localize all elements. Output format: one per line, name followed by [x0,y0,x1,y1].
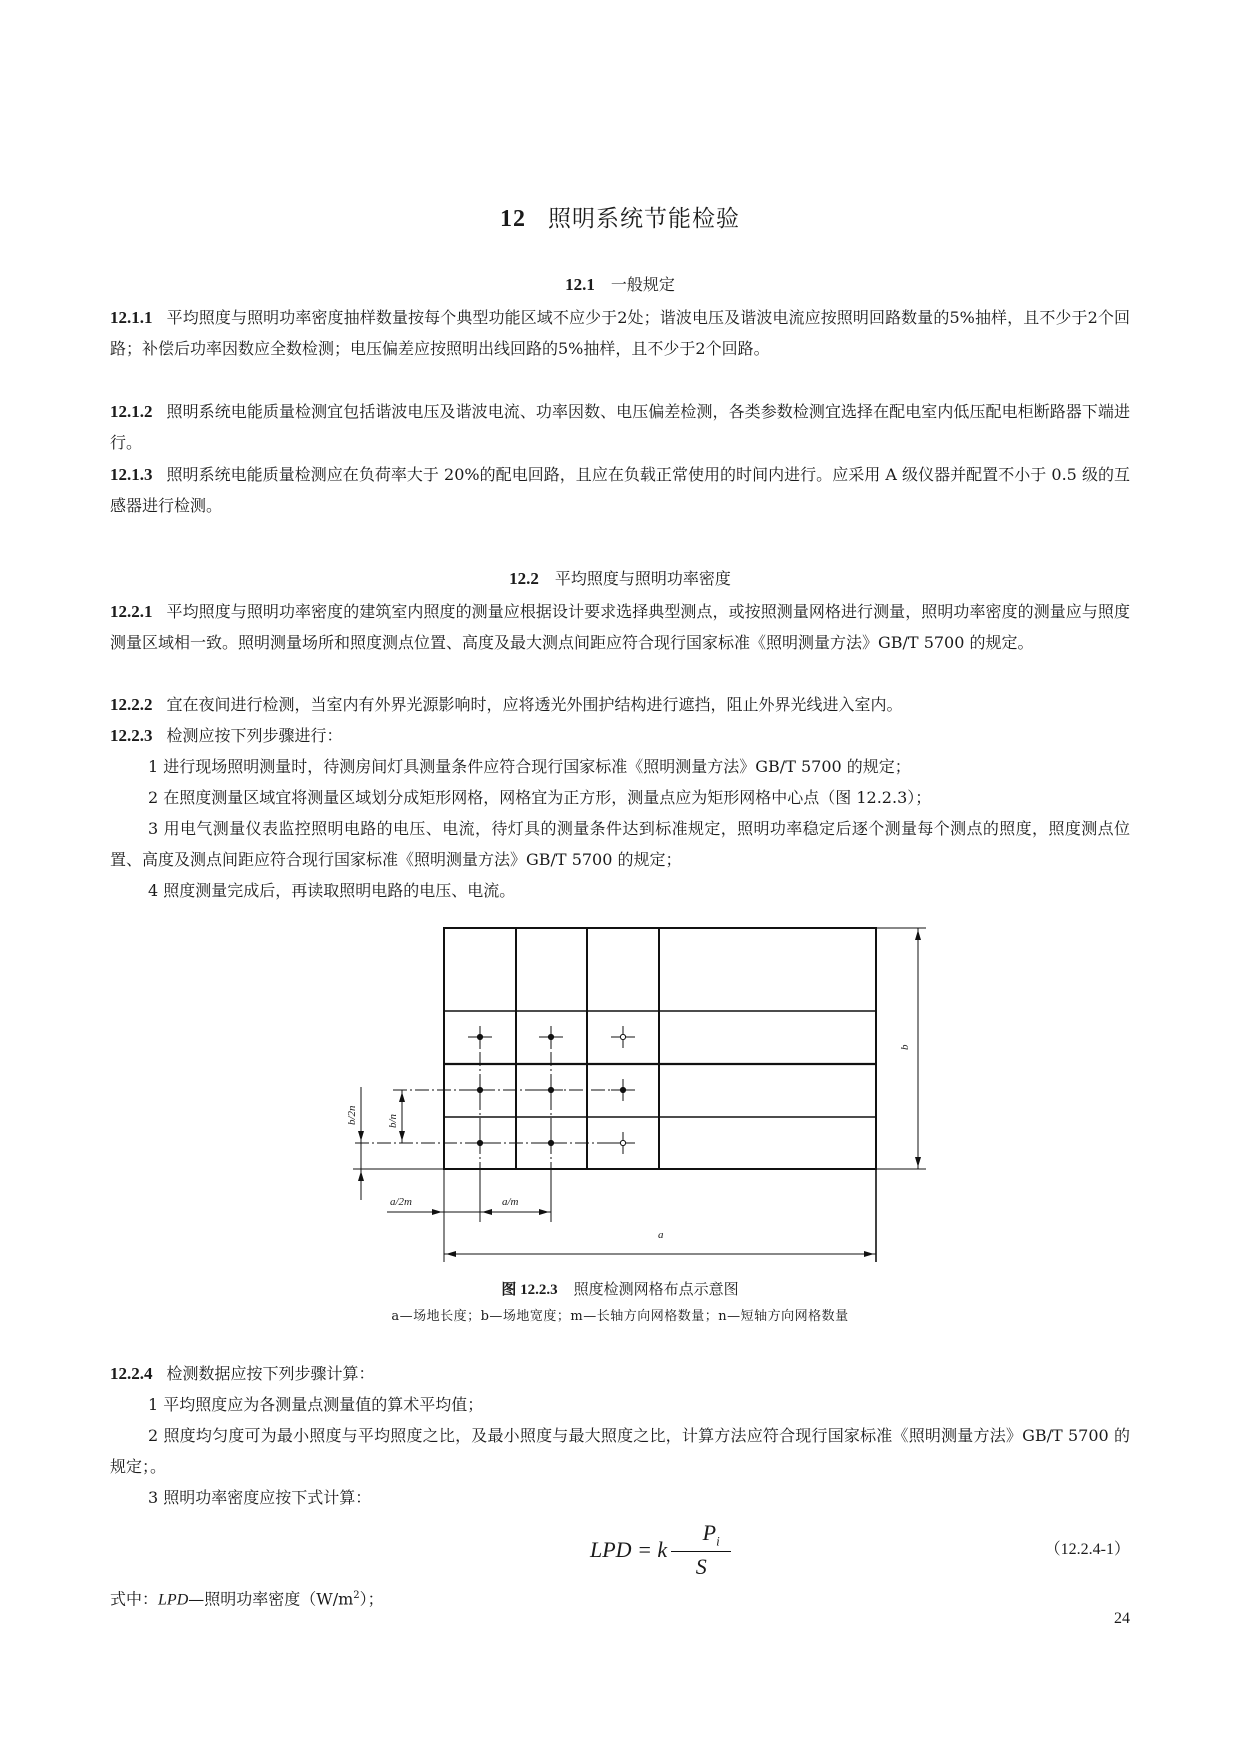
section-title [0,566,1240,589]
measurement-point [539,1026,563,1048]
figure-note: a—场地长度；b—场地宽度；m—长轴方向网格数量；n—短轴方向网格数量 [391,1309,849,1324]
measurement-point [468,1079,492,1101]
where-clause [110,1580,1130,1615]
figure-number: 图 12.2.3 [501,1282,558,1298]
section-number: 12.1 [565,275,595,294]
clause-number: 12.1.3 [110,465,153,484]
label-b-2n: b/2n [346,1105,358,1125]
measurement-point [611,1026,635,1048]
fraction [671,1520,731,1580]
label-b: b [899,1044,911,1050]
arrow-head [864,1251,874,1257]
arrow-head [358,1131,364,1141]
formula-number: （12.2.4-1） [1044,1541,1130,1558]
list-item: 1 平均照度应为各测量点测量值的算术平均值； [148,1395,484,1414]
clause [110,689,1130,720]
measurement-point [539,1079,563,1101]
figure-caption [0,1278,1240,1299]
formula-eq: = k [631,1537,668,1563]
arrow-head [432,1209,442,1215]
clause [110,596,1130,658]
list-item: 2 照度均匀度可为最小照度与平均照度之比，及最小照度与最大照度之比，计算方法应符合现行国家标准《照明测量方法》GB/T 5700 的规定；。 [110,1426,1130,1476]
list-item: 4 照度测量完成后，再读取照明电路的电压、电流。 [148,881,516,900]
clause [110,302,1130,364]
list-item: 1 进行现场照明测量时，待测房间灯具测量条件应符合现行国家标准《照明测量方法》GB/T 5700 的规定； [148,757,911,776]
clause-text: 检测数据应按下列步骤计算： [166,1364,375,1383]
where-prefix: 式中： [110,1589,159,1609]
label-a-2m: a/2m [390,1196,412,1208]
clause-text: 检测应按下列步骤进行： [166,726,343,745]
list-item: 3 用电气测量仪表监控照明电路的电压、电流，待灯具的测量条件达到标准规定，照明功率稳定后逐个测量每个测点的照度，照度测点位置、高度及测点间距应符合现行国家标准《照明测量方法》GB/T 5700 的规定； [110,819,1130,869]
label-a-m: a/m [502,1196,519,1208]
measurement-point [611,1132,635,1154]
figure-title: 照度检测网格布点示意图 [573,1280,739,1298]
clause [110,396,1130,458]
clause-text: 宜在夜间进行检测，当室内有外界光源影响时，应将透光外围护结构进行遮挡，阻止外界光线进入室内。 [166,695,903,714]
clause-number: 12.1.1 [110,308,153,327]
clause [110,459,1130,521]
arrow-head [915,930,921,940]
clause-text: 平均照度与照明功率密度的建筑室内照度的测量应根据设计要求选择典型测点，或按照测量网格进行测量，照明功率密度的测量应与照度测量区域相一致。照明测量场所和照度测点位置、高度及最大测点间距应符合现行国家标准《照明测量方法》GB/T 5700 的规定。 [110,602,1130,652]
measurement-point [468,1132,492,1154]
section-title-text: 一般规定 [610,275,675,294]
clause-text: 平均照度与照明功率密度抽样数量按每个典型功能区域不应少于2处；谐波电压及谐波电流应按照明回路数量的5%抽样，且不少于2个回路；补偿后功率因数应全数检测；电压偏差应按照明出线回路的5%抽样，且不少于2个回路。 [110,308,1130,358]
clause-number: 12.1.2 [110,402,153,421]
arrow-head [446,1251,456,1257]
arrow-head [539,1209,549,1215]
clause-text: 照明系统电能质量检测应在负荷率大于 20%的配电回路，且应在负载正常使用的时间内进行。应采用 A 级仪器并配置不小于 0.5 级的互感器进行检测。 [110,465,1130,515]
section-title-text: 平均照度与照明功率密度 [554,569,731,588]
clause-number: 12.2.3 [110,726,153,745]
clause-number: 12.2.4 [110,1364,153,1383]
chapter-number: 12 [500,206,526,232]
section-number: 12.2 [509,569,539,588]
clause [110,720,1130,751]
measurement-grid-diagram [300,900,960,1241]
measurement-point [539,1132,563,1154]
clause-number: 12.2.1 [110,602,153,621]
section-title [0,272,1240,295]
chapter-title-text: 照明系统节能检验 [548,206,740,232]
formula-lhs: LPD [590,1537,632,1563]
label-b-n: b/n [387,1113,399,1128]
chapter-title [0,200,1240,233]
numerator-subscript: i [716,1533,720,1549]
clause-number: 12.2.2 [110,695,153,714]
numerator-symbol: P [702,1520,717,1545]
clause [110,1358,1130,1389]
clause-text: 照明系统电能质量检测宜包括谐波电压及谐波电流、功率因数、电压偏差检测，各类参数检测宜选择在配电室内低压配电柜断路器下端进行。 [110,402,1130,452]
arrow-head [482,1209,492,1215]
page-number: 24 [1114,1610,1130,1627]
formula [590,1520,731,1580]
arrow-head [399,1131,405,1141]
list-item: 2 在照度测量区域宜将测量区域划分成矩形网格，网格宜为正方形，测量点应为矩形网格中心点（图 12.2.3）； [148,788,932,807]
arrow-head [399,1092,405,1102]
numerator [679,1520,724,1551]
where-suffix: ）； [359,1589,384,1609]
arrow-head [358,1171,364,1181]
where-sup: 2 [353,1590,360,1601]
measurement-point [468,1026,492,1048]
denominator: S [695,1554,707,1580]
measurement-point [611,1079,635,1101]
label-a: a [658,1229,664,1241]
where-symbol: LPD [158,1591,189,1609]
where-desc: —照明功率密度（W/m [188,1589,354,1609]
list-item: 3 照明功率密度应按下式计算： [148,1488,372,1507]
arrow-head [915,1157,921,1167]
